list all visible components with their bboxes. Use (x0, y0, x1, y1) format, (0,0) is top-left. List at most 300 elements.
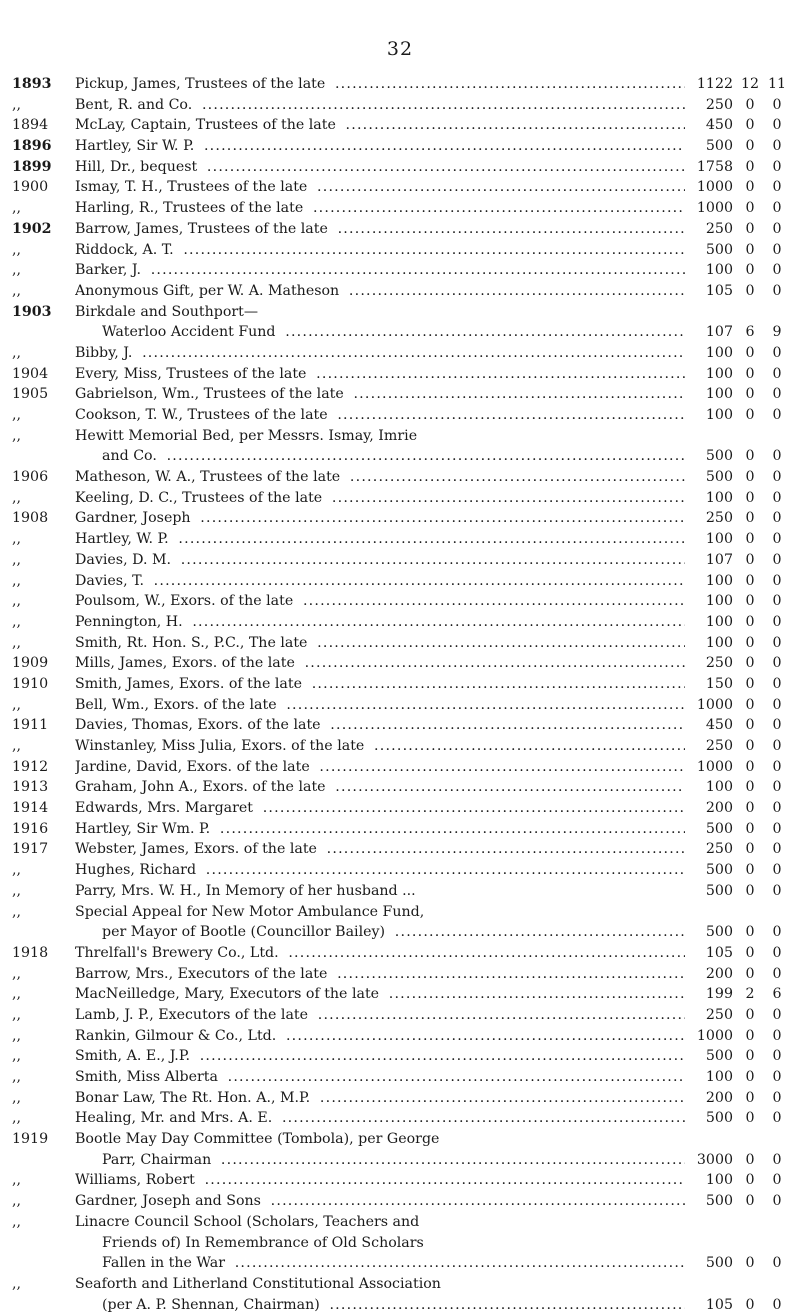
amount-pence: 0 (772, 862, 782, 879)
entry-description-text: Jardine, David, Exors. of the late (75, 759, 314, 775)
entry-description (75, 74, 685, 95)
ledger-row (12, 446, 794, 467)
ledger-row (12, 653, 794, 674)
entry-description (75, 777, 685, 798)
entry-description (102, 1150, 685, 1171)
entry-description (75, 757, 685, 778)
ledger-row (12, 198, 794, 219)
entry-description (75, 902, 685, 923)
entry-year: ,, (12, 1069, 22, 1085)
entry-year: ,, (12, 407, 22, 423)
entry-year: ,, (12, 965, 22, 982)
entry-description (75, 674, 685, 695)
amount-pence: 0 (772, 613, 782, 630)
entry-description (75, 1067, 685, 1088)
entry-description (102, 922, 685, 943)
entry-description-text: Threlfall's Brewery Co., Ltd. (75, 945, 283, 961)
entry-description (75, 364, 685, 385)
entry-year: ,, (12, 738, 22, 754)
entry-description-text: Smith, James, Exors. of the late (75, 676, 306, 692)
amount-pounds: 100 (705, 407, 733, 423)
ledger-row (12, 1233, 794, 1254)
entry-description-text: and Co. (102, 448, 161, 464)
entry-description-text: Friends of) In Remembrance of Old Scholars (102, 1235, 428, 1251)
entry-year: ,, (12, 1048, 22, 1065)
amount-pence: 0 (772, 282, 782, 299)
ledger-row (12, 1274, 794, 1295)
amount-shillings: 0 (745, 1151, 755, 1168)
entry-description (75, 177, 685, 198)
entry-description-text: Gardner, Joseph (75, 510, 195, 526)
amount-pounds: 250 (705, 510, 733, 527)
ledger-row (12, 302, 794, 323)
entry-description-text: Bibby, J. (75, 345, 136, 361)
amount-shillings: 0 (745, 862, 755, 879)
amount-shillings: 0 (745, 282, 755, 299)
entry-description (102, 1253, 685, 1274)
entry-year: 1914 (12, 800, 49, 817)
amount-pence: 0 (772, 717, 782, 734)
amount-pounds: 100 (705, 593, 733, 610)
entry-description (75, 1046, 685, 1067)
amount-shillings: 0 (745, 655, 755, 672)
amount-pence: 0 (772, 779, 782, 796)
amount-shillings: 0 (745, 634, 755, 651)
ledger-row (12, 757, 794, 778)
ledger-row (12, 95, 794, 116)
entry-description (75, 260, 685, 281)
entry-year: 1902 (12, 220, 52, 237)
entry-description-text: Waterloo Accident Fund (102, 324, 280, 340)
ledger-row (12, 343, 794, 364)
amount-pounds: 150 (705, 675, 733, 692)
entry-description-text: Seaforth and Litherland Constitutional Association (75, 1276, 445, 1292)
entry-description-text: Ismay, T. H., Trustees of the late (75, 179, 311, 195)
amount-shillings: 0 (745, 800, 755, 817)
entry-description-text: Pennington, H. (75, 614, 187, 630)
entry-description (75, 343, 685, 364)
entry-year: ,, (12, 1193, 22, 1210)
entry-description-text: Gabrielson, Wm., Trustees of the late (75, 386, 348, 402)
entry-year: 1918 (12, 944, 49, 961)
amount-pence: 0 (772, 158, 782, 175)
entry-year: ,, (12, 241, 22, 258)
entry-year: ,, (12, 531, 22, 548)
amount-pounds: 500 (705, 1193, 733, 1210)
amount-pounds: 100 (705, 779, 733, 796)
amount-shillings: 0 (745, 531, 755, 548)
entry-description (75, 198, 685, 219)
entry-year: ,, (12, 1089, 22, 1106)
entry-description (75, 136, 685, 157)
ledger-row (12, 157, 794, 178)
amount-pounds: 500 (705, 1110, 733, 1127)
ledger-row (12, 322, 794, 343)
entry-description-text: per Mayor of Bootle (Councillor Bailey) (102, 924, 389, 940)
ledger-row (12, 715, 794, 736)
amount-shillings: 0 (745, 593, 755, 610)
entry-description (75, 219, 685, 240)
amount-pounds: 450 (705, 717, 733, 734)
entry-description-text: Every, Miss, Trustees of the late (75, 366, 310, 382)
entry-description (75, 467, 685, 488)
ledger-row (12, 1253, 794, 1274)
ledger-row (12, 1088, 794, 1109)
ledger-row (12, 1150, 794, 1171)
amount-pounds: 500 (705, 241, 733, 258)
amount-shillings: 0 (745, 200, 755, 217)
entry-description-text: Matheson, W. A., Trustees of the late (75, 469, 344, 485)
amount-pence: 0 (772, 241, 782, 258)
amount-pounds: 1000 (696, 696, 733, 713)
amount-pence: 0 (772, 800, 782, 817)
amount-shillings: 0 (745, 448, 755, 465)
entry-description-text: Rankin, Gilmour & Co., Ltd. (75, 1028, 280, 1044)
entry-description (75, 550, 685, 571)
entry-year: ,, (12, 882, 22, 899)
amount-shillings: 0 (745, 1193, 755, 1210)
ledger-row (12, 260, 794, 281)
ledger-row (12, 674, 794, 695)
amount-pence: 0 (772, 531, 782, 548)
entry-description (75, 240, 685, 261)
amount-pence: 0 (772, 1151, 782, 1168)
amount-pounds: 500 (705, 138, 733, 155)
entry-description-text: Winstanley, Miss Julia, Exors. of the late (75, 738, 368, 754)
amount-shillings: 0 (745, 262, 755, 279)
amount-shillings: 0 (745, 758, 755, 775)
entry-description (75, 819, 685, 840)
entry-year: ,, (12, 282, 22, 299)
ledger-row (12, 902, 794, 923)
entry-year: ,, (12, 1275, 22, 1292)
amount-shillings: 6 (745, 324, 755, 341)
subscription-ledger (12, 74, 794, 1315)
entry-description-text: Cookson, T. W., Trustees of the late (75, 407, 332, 423)
ledger-row (12, 612, 794, 633)
amount-pounds: 500 (705, 924, 733, 941)
amount-pounds: 100 (705, 613, 733, 630)
amount-pounds: 250 (705, 220, 733, 237)
entry-year: ,, (12, 696, 22, 713)
amount-pence: 0 (772, 1027, 782, 1044)
amount-pounds: 100 (705, 386, 733, 403)
entry-year: ,, (12, 344, 22, 361)
amount-pounds: 1122 (696, 76, 733, 92)
amount-shillings: 0 (745, 489, 755, 506)
entry-description-text: (per A. P. Shennan, Chairman) (102, 1297, 324, 1313)
amount-shillings: 0 (745, 386, 755, 403)
entry-description (75, 1274, 685, 1295)
entry-description (75, 798, 685, 819)
entry-year: ,, (12, 1110, 22, 1127)
entry-description (75, 1005, 685, 1026)
amount-shillings: 0 (745, 1255, 755, 1272)
amount-shillings: 0 (745, 344, 755, 361)
amount-pence: 0 (772, 96, 782, 113)
entry-description (75, 591, 685, 612)
amount-pounds: 1000 (696, 200, 733, 217)
amount-shillings: 0 (745, 551, 755, 568)
amount-shillings: 0 (745, 738, 755, 754)
entry-description-text: Davies, Thomas, Exors. of the late (75, 717, 325, 733)
amount-shillings: 0 (745, 841, 755, 858)
entry-description-text: Hartley, W. P. (75, 531, 173, 547)
entry-description-text: Barrow, James, Trustees of the late (75, 221, 332, 237)
amount-pounds: 100 (705, 489, 733, 506)
entry-description-text: Anonymous Gift, per W. A. Matheson (75, 283, 343, 299)
amount-pounds: 1000 (696, 179, 733, 196)
amount-pounds: 450 (705, 117, 733, 134)
amount-shillings: 0 (745, 1069, 755, 1085)
entry-description-text: Keeling, D. C., Trustees of the late (75, 490, 326, 506)
entry-year: 1919 (12, 1131, 49, 1148)
amount-shillings: 0 (745, 365, 755, 382)
ledger-row (12, 1046, 794, 1067)
amount-pounds: 100 (705, 344, 733, 361)
entry-year: 1910 (12, 675, 49, 692)
entry-description-text: Fallen in the War (102, 1255, 229, 1271)
entry-description (75, 695, 685, 716)
amount-pounds: 100 (705, 531, 733, 548)
entry-description-text: Graham, John A., Exors. of the late (75, 779, 330, 795)
ledger-row (12, 1295, 794, 1315)
entry-year: 1896 (12, 138, 52, 155)
entry-description-text: Hartley, Sir W. P. (75, 138, 198, 154)
amount-pence: 0 (772, 489, 782, 506)
amount-pence: 0 (772, 386, 782, 403)
entry-year: 1917 (12, 841, 49, 858)
amount-pence: 0 (772, 924, 782, 941)
entry-description (75, 1170, 685, 1191)
entry-description (75, 115, 685, 136)
ledger-row (12, 777, 794, 798)
amount-pence: 0 (772, 572, 782, 589)
entry-year: ,, (12, 613, 22, 630)
ledger-row (12, 798, 794, 819)
entry-year: ,, (12, 634, 22, 651)
amount-pence: 0 (772, 758, 782, 775)
entry-year: 1906 (12, 469, 49, 486)
amount-pounds: 105 (705, 1296, 733, 1313)
amount-shillings: 12 (740, 76, 760, 92)
amount-pounds: 500 (705, 862, 733, 879)
amount-pence: 0 (772, 365, 782, 382)
ledger-row (12, 633, 794, 654)
amount-pounds: 500 (705, 1255, 733, 1272)
ledger-row (12, 405, 794, 426)
entry-description (75, 529, 685, 550)
entry-description (75, 715, 685, 736)
amount-shillings: 0 (745, 407, 755, 423)
ledger-row (12, 943, 794, 964)
amount-pounds: 107 (705, 551, 733, 568)
entry-description (75, 881, 685, 902)
ledger-row (12, 881, 794, 902)
amount-pence: 0 (772, 138, 782, 155)
amount-pounds: 500 (705, 469, 733, 486)
amount-shillings: 0 (745, 924, 755, 941)
entry-description-text: Lamb, J. P., Executors of the late (75, 1007, 312, 1023)
amount-shillings: 0 (745, 1027, 755, 1044)
entry-year: ,, (12, 1213, 22, 1230)
entry-year: ,, (12, 427, 22, 444)
ledger-row (12, 550, 794, 571)
entry-description (75, 984, 685, 1005)
amount-pounds: 500 (705, 820, 733, 837)
entry-description-text: Parry, Mrs. W. H., In Memory of her husband ... (75, 883, 420, 899)
amount-shillings: 0 (745, 820, 755, 837)
entry-year: ,, (12, 96, 22, 113)
entry-description (75, 1026, 685, 1047)
entry-description (75, 1191, 685, 1212)
ledger-row (12, 384, 794, 405)
amount-pence: 0 (772, 1193, 782, 1210)
entry-description-text: Harling, R., Trustees of the late (75, 200, 307, 216)
ledger-row (12, 860, 794, 881)
amount-pounds: 500 (705, 448, 733, 465)
amount-shillings: 0 (745, 1172, 755, 1189)
amount-pounds: 100 (705, 365, 733, 382)
amount-shillings: 0 (745, 1089, 755, 1106)
entry-description (75, 1088, 685, 1109)
entry-year: 1909 (12, 655, 49, 672)
entry-description (75, 839, 685, 860)
entry-description-text: Poulsom, W., Exors. of the late (75, 593, 297, 609)
amount-pence: 0 (772, 655, 782, 672)
ledger-row (12, 1026, 794, 1047)
ledger-row (12, 136, 794, 157)
entry-description-text: Gardner, Joseph and Sons (75, 1193, 265, 1209)
amount-pounds: 250 (705, 1006, 733, 1023)
entry-year: ,, (12, 489, 22, 506)
ledger-row (12, 964, 794, 985)
amount-pence: 0 (772, 1089, 782, 1106)
amount-pounds: 500 (705, 882, 733, 899)
ledger-row (12, 571, 794, 592)
entry-description (102, 322, 685, 343)
ledger-row (12, 508, 794, 529)
ledger-row (12, 115, 794, 136)
entry-description-text: Webster, James, Exors. of the late (75, 841, 321, 857)
amount-pounds: 3000 (696, 1151, 733, 1168)
ledger-row (12, 74, 794, 95)
entry-description (75, 1108, 685, 1129)
amount-pounds: 105 (705, 944, 733, 961)
entry-year: 1913 (12, 779, 49, 796)
amount-shillings: 0 (745, 510, 755, 527)
amount-pence: 11 (767, 76, 787, 92)
ledger-row (12, 529, 794, 550)
amount-pounds: 250 (705, 841, 733, 858)
entry-description (75, 1129, 685, 1150)
entry-year: ,, (12, 551, 22, 568)
amount-pence: 0 (772, 179, 782, 196)
amount-pounds: 100 (705, 1069, 733, 1085)
ledger-row (12, 1170, 794, 1191)
amount-shillings: 0 (745, 96, 755, 113)
entry-description-text: Linacre Council School (Scholars, Teachers and (75, 1214, 423, 1230)
entry-description-text: Davies, D. M. (75, 552, 175, 568)
amount-pounds: 500 (705, 1048, 733, 1065)
ledger-row (12, 984, 794, 1005)
entry-description (102, 1233, 685, 1254)
amount-pence: 0 (772, 1048, 782, 1065)
entry-description (75, 302, 685, 323)
amount-pence: 9 (772, 324, 782, 341)
entry-year: 1911 (12, 717, 49, 734)
entry-description-text: Smith, Rt. Hon. S., P.C., The late (75, 635, 311, 651)
entry-description-text: Bootle May Day Committee (Tombola), per George (75, 1131, 443, 1147)
amount-pounds: 100 (705, 262, 733, 279)
entry-description (75, 653, 685, 674)
entry-description-text: Mills, James, Exors. of the late (75, 655, 299, 671)
entry-year: 1916 (12, 820, 49, 837)
entry-description-text: Bell, Wm., Exors. of the late (75, 697, 281, 713)
amount-pence: 0 (772, 407, 782, 423)
amount-shillings: 0 (745, 1296, 755, 1313)
ledger-row (12, 1129, 794, 1150)
entry-description-text: Hewitt Memorial Bed, per Messrs. Ismay, Imrie (75, 428, 421, 444)
amount-pence: 0 (772, 634, 782, 651)
ledger-row (12, 839, 794, 860)
amount-pence: 0 (772, 469, 782, 486)
entry-year: ,, (12, 1006, 22, 1023)
amount-shillings: 0 (745, 696, 755, 713)
amount-pounds: 1000 (696, 1027, 733, 1044)
amount-shillings: 0 (745, 241, 755, 258)
entry-description (75, 426, 685, 447)
amount-pounds: 1000 (696, 758, 733, 775)
entry-description-text: Special Appeal for New Motor Ambulance Fund, (75, 904, 428, 920)
amount-pence: 0 (772, 1255, 782, 1272)
entry-description-text: Williams, Robert (75, 1172, 199, 1188)
amount-pence: 0 (772, 1172, 782, 1189)
entry-description (102, 1295, 685, 1315)
entry-year: 1912 (12, 758, 49, 775)
amount-shillings: 0 (745, 1048, 755, 1065)
amount-shillings: 0 (745, 220, 755, 237)
ledger-row (12, 426, 794, 447)
entry-description (75, 964, 685, 985)
amount-pounds: 100 (705, 634, 733, 651)
entry-description-text: Bonar Law, The Rt. Hon. A., M.P. (75, 1090, 314, 1106)
amount-pounds: 250 (705, 655, 733, 672)
amount-pounds: 250 (705, 96, 733, 113)
amount-pence: 0 (772, 841, 782, 858)
entry-year: 1894 (12, 117, 49, 134)
entry-description (75, 488, 685, 509)
amount-pounds: 250 (705, 738, 733, 754)
ledger-row (12, 819, 794, 840)
entry-description-text: Healing, Mr. and Mrs. A. E. (75, 1110, 276, 1126)
entry-year: 1899 (12, 158, 52, 175)
ledger-row (12, 219, 794, 240)
amount-pence: 0 (772, 675, 782, 692)
ledger-row (12, 695, 794, 716)
entry-year: 1900 (12, 179, 49, 196)
amount-pounds: 200 (705, 1089, 733, 1106)
entry-description-text: Barrow, Mrs., Executors of the late (75, 966, 331, 982)
amount-pence: 0 (772, 448, 782, 465)
amount-shillings: 0 (745, 1006, 755, 1023)
entry-description-text: MacNeilledge, Mary, Executors of the late (75, 986, 383, 1002)
amount-pence: 0 (772, 593, 782, 610)
amount-pence: 0 (772, 220, 782, 237)
entry-year: ,, (12, 200, 22, 217)
amount-pence: 0 (772, 965, 782, 982)
amount-pounds: 200 (705, 800, 733, 817)
